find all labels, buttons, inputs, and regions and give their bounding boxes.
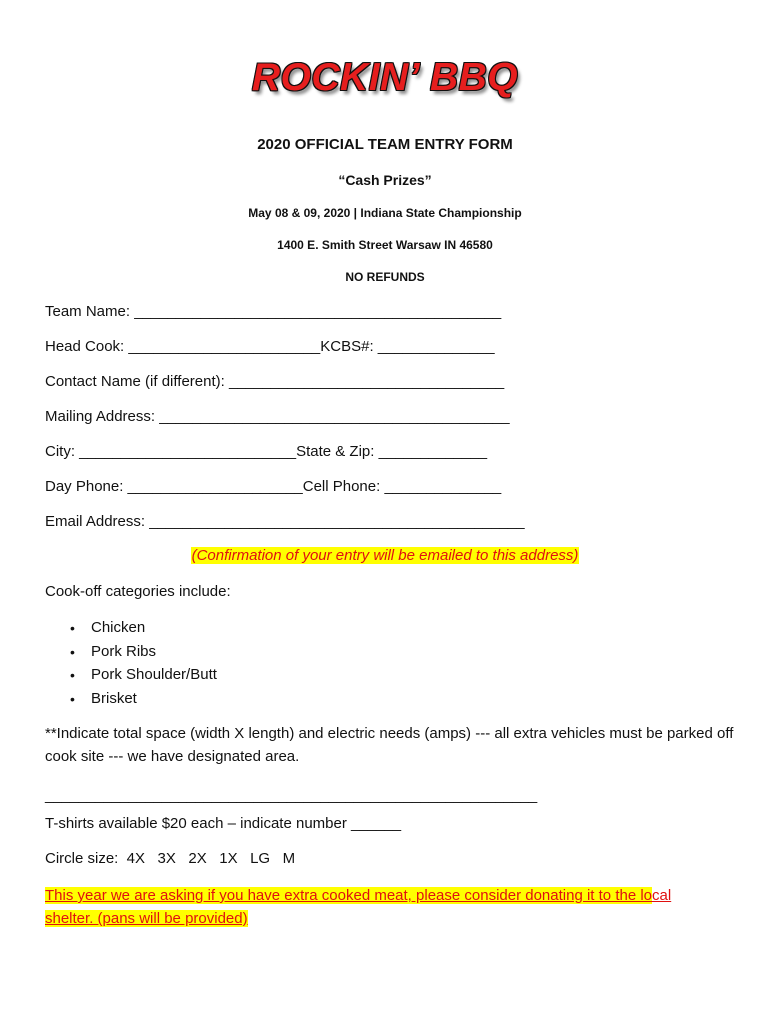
donation-plain-text: cal bbox=[652, 887, 672, 904]
space-electric-note: **Indicate total space (width X length) and electric needs (amps) --- all extra vehicles must be parked off cook site --- we have designated area. bbox=[45, 725, 734, 765]
logo-title-wrap bbox=[0, 56, 770, 100]
donation-line-two: shelter. (pans will be provided) bbox=[45, 910, 248, 927]
team-name-field[interactable]: Team Name: ____________________________________________ bbox=[45, 303, 502, 320]
no-refunds-note: NO REFUNDS bbox=[345, 270, 425, 284]
mailing-address-field[interactable]: Mailing Address: __________________________________________ bbox=[45, 408, 510, 425]
donation-note bbox=[45, 884, 735, 930]
event-date: May 08 & 09, 2020 | Indiana State Championship bbox=[248, 206, 522, 220]
bullet-icon: • bbox=[70, 667, 75, 683]
list-item bbox=[70, 642, 217, 666]
phone-field[interactable]: Day Phone: _____________________Cell Phone: ______________ bbox=[45, 478, 502, 495]
size-options[interactable]: Circle size: 4X 3X 2X 1X LG M bbox=[45, 850, 296, 867]
confirmation-note bbox=[0, 547, 770, 564]
donation-highlight-text: This year we are asking if you have extra cooked meat, please consider donating it to the lo bbox=[45, 887, 653, 904]
city-state-zip-field[interactable]: City: __________________________State & Zip: _____________ bbox=[45, 443, 488, 460]
space-needs-line[interactable]: ___________________________________________________________ bbox=[45, 787, 538, 804]
categories-list bbox=[70, 618, 217, 712]
category-label: Pork Ribs bbox=[91, 642, 157, 660]
bullet-icon: • bbox=[70, 690, 75, 707]
subtitle-cash-prizes: “Cash Prizes” bbox=[338, 172, 432, 188]
list-item bbox=[70, 689, 217, 713]
categories-heading: Cook-off categories include: bbox=[45, 583, 231, 600]
head-cook-field[interactable]: Head Cook: _______________________KCBS#: ______________ bbox=[45, 338, 495, 355]
category-label: Pork Shoulder/Butt bbox=[91, 666, 217, 683]
logo-title: ROCKIN’ BBQ bbox=[251, 56, 519, 99]
list-item bbox=[70, 618, 217, 642]
category-label: Chicken bbox=[91, 619, 146, 636]
bullet-icon: • bbox=[70, 643, 75, 660]
category-label: Brisket bbox=[91, 689, 137, 707]
bullet-icon: • bbox=[70, 620, 75, 636]
contact-name-field[interactable]: Contact Name (if different): _________________________________ bbox=[45, 373, 505, 390]
tshirt-note[interactable]: T-shirts available $20 each – indicate number ______ bbox=[45, 815, 402, 832]
confirmation-note-text: (Confirmation of your entry will be emailed to this address) bbox=[191, 547, 579, 564]
event-address: 1400 E. Smith Street Warsaw IN 46580 bbox=[277, 238, 493, 252]
form-title: 2020 OFFICIAL TEAM ENTRY FORM bbox=[257, 136, 513, 153]
email-address-field[interactable]: Email Address: _____________________________________________ bbox=[45, 513, 525, 530]
list-item bbox=[70, 665, 217, 689]
